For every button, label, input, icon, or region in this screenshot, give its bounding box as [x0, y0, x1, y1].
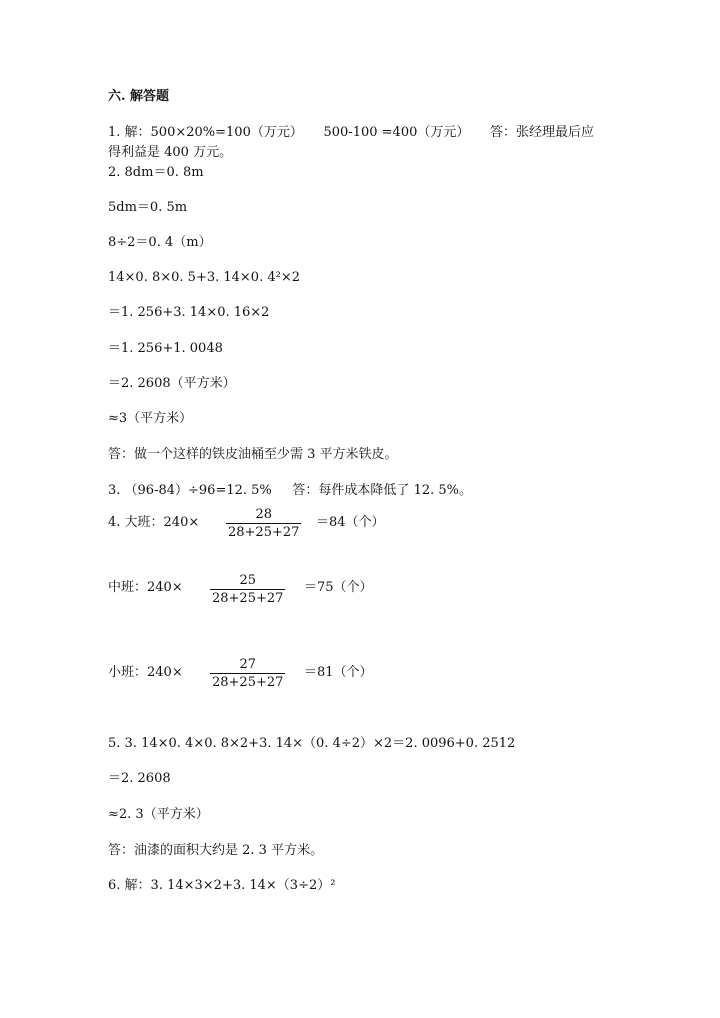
q2-line-7: ＝2. 2608（平方米）	[108, 376, 236, 391]
q4-small-denominator: 28+25+27	[212, 675, 284, 690]
q2-line-3: 8÷2＝0. 4（m）	[108, 235, 212, 250]
q5-answer: 答：油漆的面积大约是 2. 3 平方米。	[108, 843, 324, 858]
q4-big-result: ＝84（个）	[316, 515, 385, 530]
q2-answer: 答：做一个这样的铁皮油桶至少需 3 平方米铁皮。	[108, 447, 398, 462]
q2-line-6: ＝1. 256+1. 0048	[108, 341, 223, 356]
q1-line-1: 1. 解：500×20%=100（万元） 500-100 =400（万元） 答：张经理最后应	[108, 125, 595, 140]
q4-mid-denominator: 28+25+27	[212, 591, 284, 606]
q4-small-numerator: 27	[239, 657, 256, 672]
q6-line: 6. 解：3. 14×3×2+3. 14×（3÷2）²	[108, 878, 336, 893]
q5-line-1: 5. 3. 14×0. 4×0. 8×2+3. 14×（0. 4÷2）×2＝2. 0096+0. 2512	[108, 736, 516, 751]
q4-mid-numerator: 25	[239, 573, 256, 588]
q5-line-2: ＝2. 2608	[108, 771, 171, 786]
q4-mid-result: ＝75（个）	[304, 580, 373, 595]
q4-small-result: ＝81（个）	[304, 665, 373, 680]
q4-big-prefix: 4. 大班：240×	[108, 515, 200, 530]
q3-line: 3. （96-84）÷96=12. 5% 答：每件成本降低了 12. 5%。	[108, 483, 472, 498]
q4-small-prefix: 小班：240×	[108, 665, 183, 680]
q2-line-2: 5dm＝0. 5m	[108, 200, 188, 215]
q2-line-1: 2. 8dm＝0. 8m	[108, 165, 204, 180]
q4-mid-prefix: 中班：240×	[108, 580, 183, 595]
q4-big-denominator: 28+25+27	[228, 525, 300, 540]
q2-line-8: ≈3（平方米）	[108, 411, 193, 426]
fraction-bar	[210, 673, 285, 674]
q4-big-fraction	[226, 507, 301, 540]
fraction-bar	[226, 523, 301, 524]
section-title: 六. 解答题	[108, 89, 170, 104]
q4-mid-fraction	[210, 573, 285, 606]
q4-small-fraction	[210, 657, 285, 690]
q5-line-3: ≈2. 3（平方米）	[108, 807, 209, 822]
fraction-bar	[210, 589, 285, 590]
q4-big-numerator: 28	[255, 507, 272, 522]
q1-line-2: 得利益是 400 万元。	[108, 145, 233, 160]
q2-line-5: ＝1. 256+3. 14×0. 16×2	[108, 305, 270, 320]
q2-line-4: 14×0. 8×0. 5+3. 14×0. 4²×2	[108, 270, 300, 285]
